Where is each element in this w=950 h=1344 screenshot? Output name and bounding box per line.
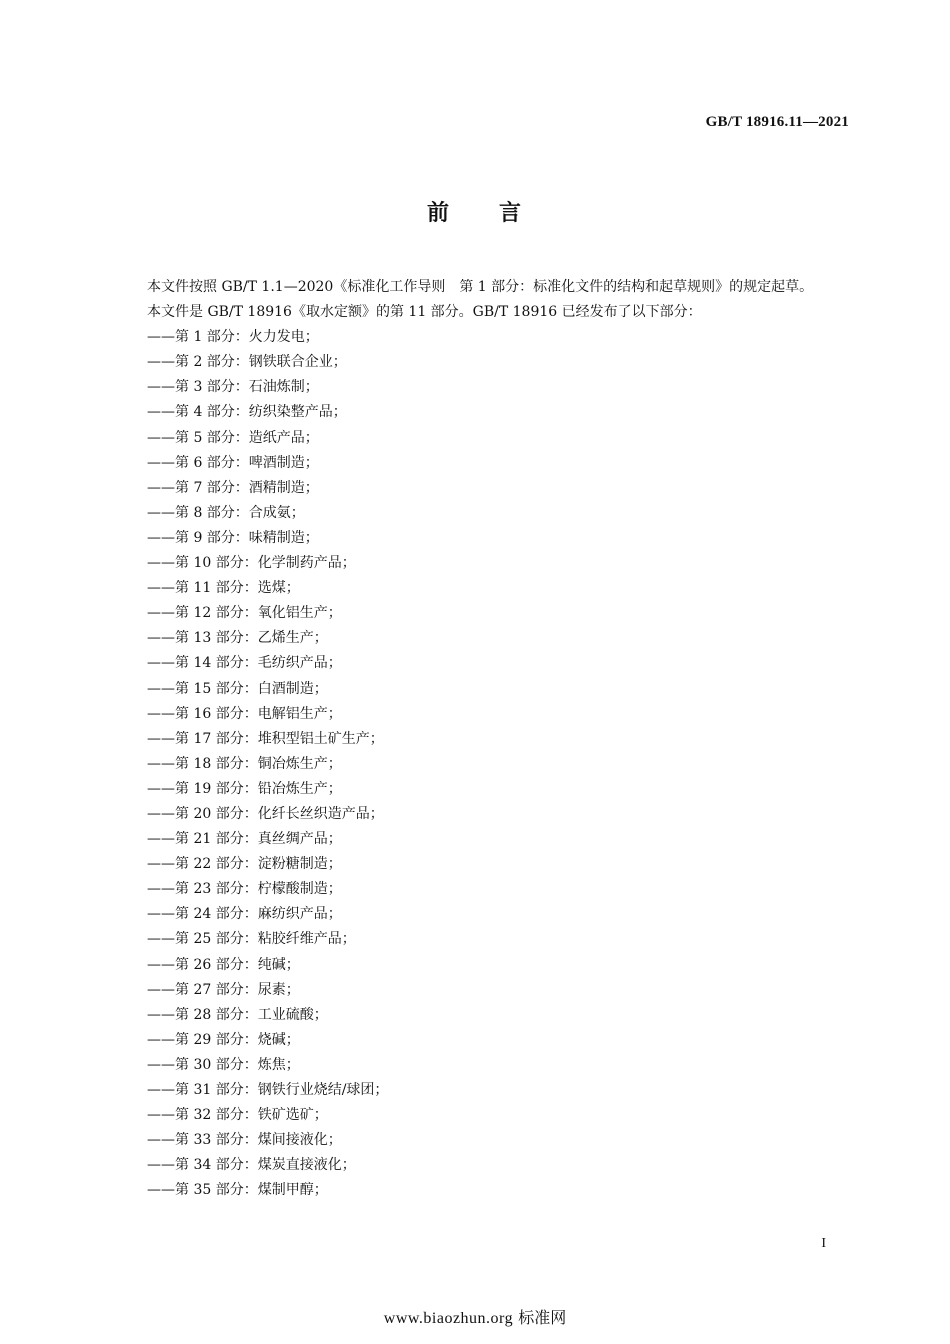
- standard-code: GB/T 18916.11—2021: [705, 114, 849, 130]
- list-item: ——第 35 部分：煤制甲醇；: [147, 1182, 328, 1199]
- document-body: [113, 275, 851, 1203]
- list-item: ——第 2 部分：钢铁联合企业；: [147, 354, 347, 371]
- watermark: [0, 1305, 950, 1328]
- list-item: ——第 18 部分：铜冶炼生产；: [147, 755, 342, 772]
- list-item: ——第 15 部分：白酒制造；: [147, 680, 328, 697]
- list-item: ——第 19 部分：铅冶炼生产；: [147, 780, 342, 797]
- parts-list: [113, 325, 851, 1203]
- list-item: ——第 21 部分：真丝绸产品；: [147, 831, 342, 848]
- title-char-1: 前: [426, 201, 451, 226]
- page-title: [0, 196, 950, 227]
- list-item: ——第 8 部分：合成氨；: [147, 504, 305, 521]
- paragraph-drafting-rules: 本文件按照 GB/T 1.1—2020《标准化工作导则 第 1 部分：标准化文件的结构和起草规则》的规定起草。: [147, 279, 814, 295]
- list-item: ——第 27 部分：尿素；: [147, 981, 300, 998]
- list-item: ——第 29 部分：烧碱；: [147, 1031, 300, 1048]
- list-item: ——第 28 部分：工业硫酸；: [147, 1006, 328, 1023]
- watermark-name: 标准网: [518, 1308, 567, 1327]
- list-item: ——第 10 部分：化学制药产品；: [147, 555, 356, 572]
- list-item: ——第 12 部分：氧化铝生产；: [147, 605, 342, 622]
- list-item: ——第 34 部分：煤炭直接液化；: [147, 1157, 356, 1174]
- page-number: I: [821, 1236, 826, 1251]
- list-item: ——第 33 部分：煤间接液化；: [147, 1132, 342, 1149]
- list-item: ——第 31 部分：钢铁行业烧结/球团；: [147, 1082, 389, 1098]
- list-item: ——第 5 部分：造纸产品；: [147, 429, 319, 446]
- list-item: ——第 4 部分：纺织染整产品；: [147, 404, 347, 421]
- title-char-2: 言: [499, 201, 524, 226]
- list-item: ——第 32 部分：铁矿选矿；: [147, 1107, 328, 1124]
- list-item: ——第 22 部分：淀粉糖制造；: [147, 856, 342, 873]
- paragraph-series-intro: 本文件是 GB/T 18916《取水定额》的第 11 部分。GB/T 18916 已经发布了以下部分：: [147, 304, 702, 321]
- list-item: ——第 20 部分：化纤长丝织造产品；: [147, 805, 384, 822]
- list-item: ——第 16 部分：电解铝生产；: [147, 705, 342, 722]
- list-item: ——第 3 部分：石油炼制；: [147, 379, 319, 396]
- list-item: ——第 11 部分：选煤；: [147, 580, 300, 597]
- list-item: ——第 24 部分：麻纺织产品；: [147, 906, 342, 923]
- list-item: ——第 1 部分：火力发电；: [147, 329, 319, 346]
- watermark-url: www.biaozhun.org: [383, 1310, 514, 1327]
- list-item: ——第 30 部分：炼焦；: [147, 1056, 300, 1073]
- list-item: ——第 14 部分：毛纺织产品；: [147, 655, 342, 672]
- list-item: ——第 17 部分：堆积型铝土矿生产；: [147, 730, 384, 747]
- list-item: ——第 9 部分：味精制造；: [147, 529, 319, 546]
- list-item: ——第 13 部分：乙烯生产；: [147, 630, 328, 647]
- list-item: ——第 6 部分：啤酒制造；: [147, 454, 319, 471]
- list-item: ——第 25 部分：粘胶纤维产品；: [147, 931, 356, 948]
- list-item: ——第 26 部分：纯碱；: [147, 956, 300, 973]
- list-item: ——第 7 部分：酒精制造；: [147, 479, 319, 496]
- list-item: ——第 23 部分：柠檬酸制造；: [147, 881, 342, 898]
